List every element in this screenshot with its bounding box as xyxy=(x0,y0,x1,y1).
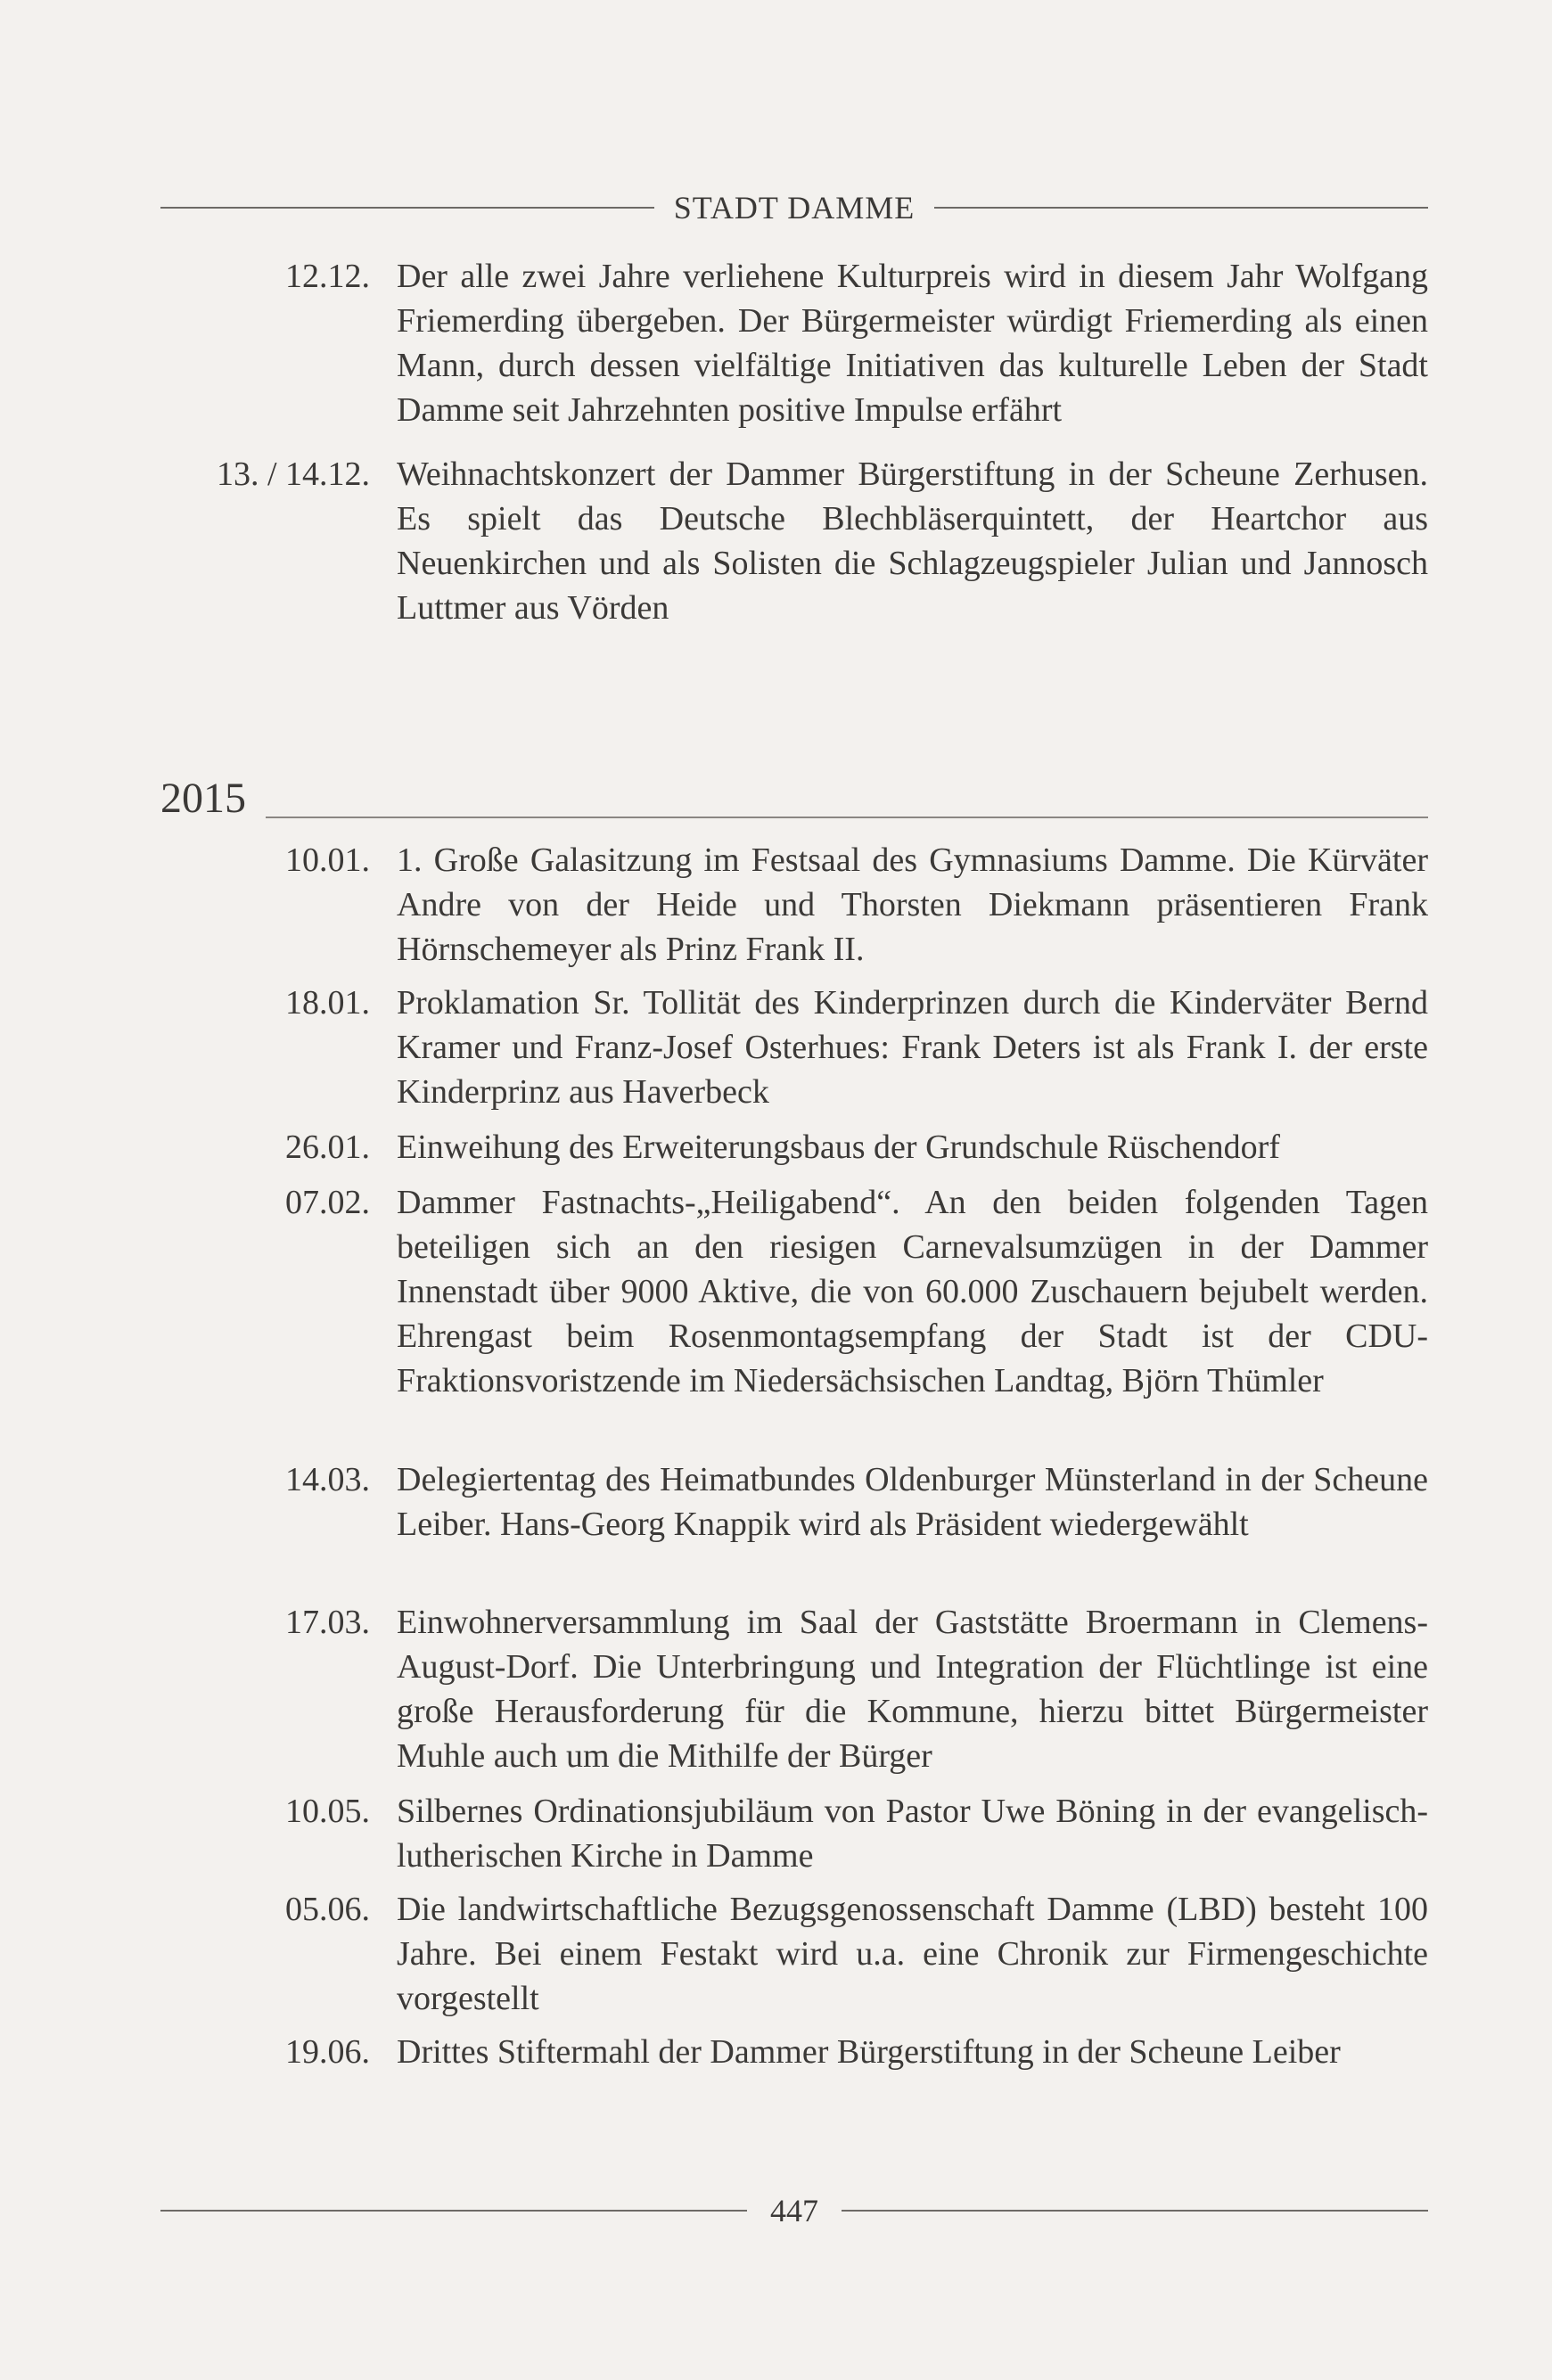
entry-date: 07.02. xyxy=(285,1184,370,1221)
year-heading xyxy=(160,768,1428,824)
entry-text: Der alle zwei Jahre verliehene Kulturpreis wird in diesem Jahr Wolfgang Friemerding übergeben. Der Bürgermeister würdigt Friemerding als einen Mann, durch dessen vielfältige Initiativen das kulturelle Leben der Stadt Damme seit Jahrzehnten positive Impulse erfährt xyxy=(397,258,1428,429)
page-number: 447 xyxy=(770,2193,818,2228)
chronicle-entry xyxy=(160,254,1428,452)
entry-date: 12.12. xyxy=(285,258,370,295)
chronicle-entry xyxy=(160,2030,1428,2074)
chronicle-entry xyxy=(160,838,1428,981)
entry-text: Proklamation Sr. Tollität des Kinderprinzen durch die Kinderväter Bernd Kramer und Franz-Josef Osterhues: Frank Deters ist als Frank I. der erste Kinderprinz aus Haverbeck xyxy=(397,984,1428,1111)
year-label: 2015 xyxy=(160,775,246,822)
entry-text: Silbernes Ordinationsjubiläum von Pastor Uwe Böning in der evangelisch-lutherischen Kirche in Damme xyxy=(397,1793,1428,1875)
chronicle-entry xyxy=(160,1125,1428,1180)
entry-text: 1. Große Galasitzung im Festsaal des Gymnasiums Damme. Die Kürväter Andre von der Heide und Thorsten Diekmann präsentieren Frank Hörnschemeyer als Prinz Frank II. xyxy=(397,841,1428,968)
chronicle-entry xyxy=(160,1887,1428,2030)
year-rule xyxy=(266,817,1428,818)
entries-2014 xyxy=(160,254,1428,630)
chronicle-entry xyxy=(160,1789,1428,1887)
page-footer xyxy=(160,2188,1428,2233)
entry-date: 10.01. xyxy=(285,841,370,879)
entry-text: Die landwirtschaftliche Bezugsgenossenschaft Damme (LBD) besteht 100 Jahre. Bei einem Festakt wird u.a. eine Chronik zur Firmengeschichte vorgestellt xyxy=(397,1891,1428,2017)
footer-rule-right xyxy=(842,2210,1428,2212)
entry-text: Einweihung des Erweiterungsbaus der Grundschule Rüschendorf xyxy=(397,1128,1280,1166)
header-rule-left xyxy=(160,207,654,209)
entry-date: 26.01. xyxy=(285,1128,370,1166)
entries-2015 xyxy=(160,838,1428,2074)
header-rule-right xyxy=(934,207,1428,209)
chronicle-entry xyxy=(160,1600,1428,1789)
entry-date: 10.05. xyxy=(285,1793,370,1830)
entry-date: 17.03. xyxy=(285,1604,370,1641)
entry-date: 14.03. xyxy=(285,1461,370,1498)
entry-date: 05.06. xyxy=(285,1891,370,1928)
entry-date: 19.06. xyxy=(285,2033,370,2071)
header-title: STADT DAMME xyxy=(673,190,916,226)
entry-text: Dammer Fastnachts-„Heiligabend“. An den beiden folgenden Tagen beteiligen sich an den riesigen Carnevalsumzügen in der Dammer Innenstadt über 9000 Aktive, die von 60.000 Zuschauern bejubelt werden. Ehrengast beim Rosenmontagsempfang der Stadt ist der CDU-Fraktionsvoristzende im Niedersächsischen Landtag, Björn Thümler xyxy=(397,1184,1428,1399)
chronicle-entry xyxy=(160,1180,1428,1457)
chronicle-entry xyxy=(160,452,1428,630)
running-header xyxy=(160,185,1428,230)
entry-text: Weihnachtskonzert der Dammer Bürgerstiftung in der Scheune Zerhusen. Es spielt das Deutsche Blechbläserquintett, der Heartchor aus Neuenkirchen und als Solisten die Schlagzeugspieler Julian und Jannosch Luttmer aus Vörden xyxy=(397,455,1428,627)
entry-text: Delegiertentag des Heimatbundes Oldenburger Münsterland in der Scheune Leiber. Hans-Georg Knappik wird als Präsident wiedergewählt xyxy=(397,1461,1428,1543)
chronicle-entry xyxy=(160,981,1428,1125)
chronicle-entry xyxy=(160,1457,1428,1600)
entry-text: Einwohnerversammlung im Saal der Gaststätte Broermann in Clemens-August-Dorf. Die Unterbringung und Integration der Flüchtlinge ist eine große Herausforderung für die Kommune, hierzu bittet Bürgermeister Muhle auch um die Mithilfe der Bürger xyxy=(397,1604,1428,1775)
footer-rule-left xyxy=(160,2210,747,2212)
entry-text: Drittes Stiftermahl der Dammer Bürgerstiftung in der Scheune Leiber xyxy=(397,2033,1341,2071)
entry-date: 13. / 14.12. xyxy=(216,455,370,493)
entry-date: 18.01. xyxy=(285,984,370,1022)
